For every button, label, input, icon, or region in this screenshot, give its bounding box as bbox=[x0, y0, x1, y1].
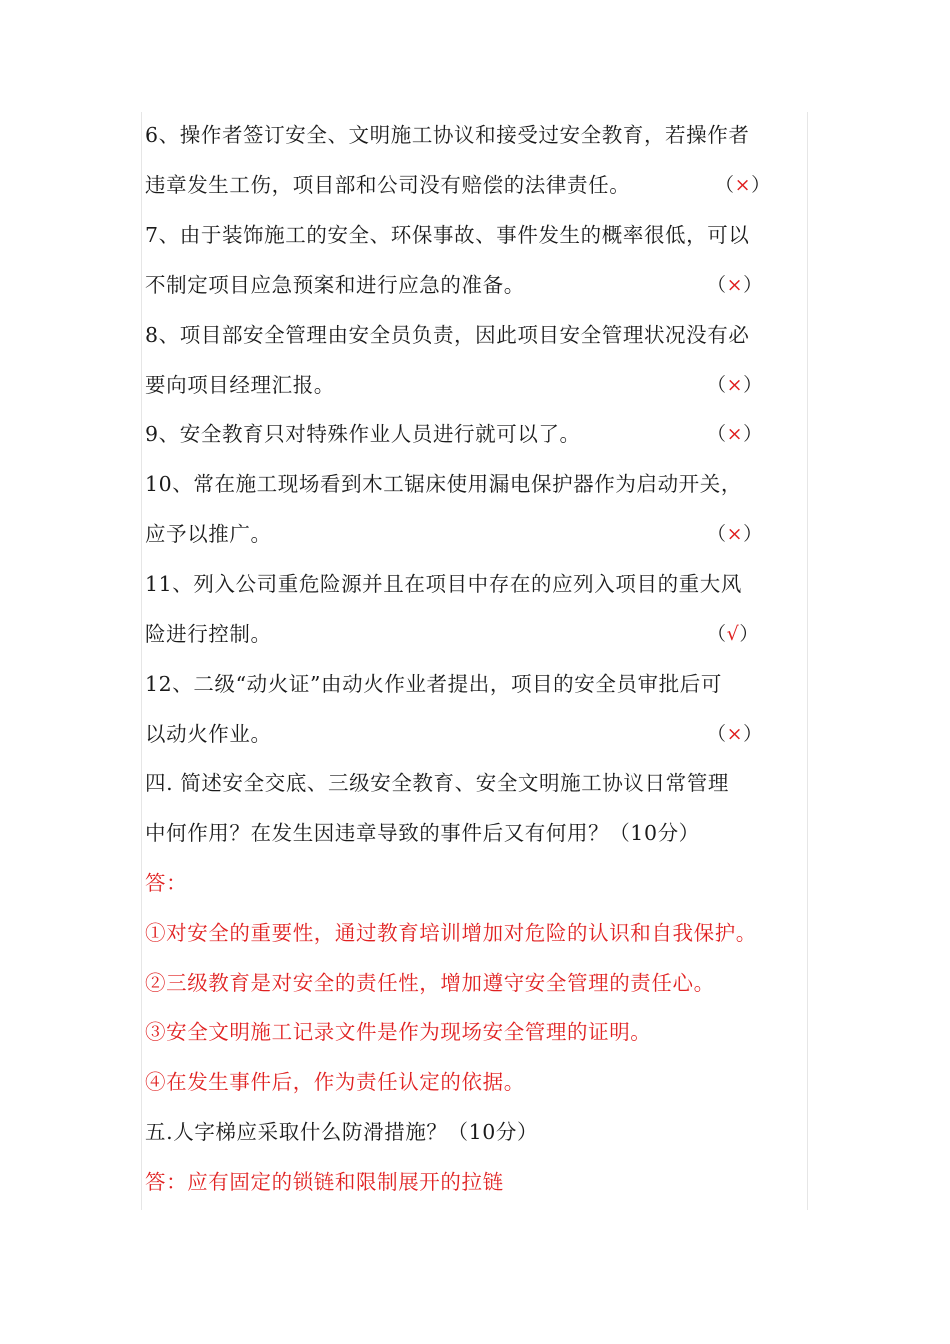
question-7-line-1: 7、由于装饰施工的安全、环保事故、事件发生的概率很低，可以 bbox=[145, 223, 750, 247]
question-6-line-2: 违章发生工伤，项目部和公司没有赔偿的法律责任。 （×） bbox=[145, 165, 807, 205]
question-11-line-2: 险进行控制。 （√） bbox=[145, 614, 807, 654]
question-11-line-1: 11、列入公司重危险源并且在项目中存在的应列入项目的重大风 bbox=[145, 572, 742, 596]
question-12-line-2: 以动火作业。 （×） bbox=[145, 714, 807, 754]
answer-mark: （×） bbox=[707, 274, 763, 296]
question-8-line-2: 要向项目经理汇报。 （×） bbox=[145, 365, 807, 405]
answer-mark: （×） bbox=[707, 723, 763, 745]
question-6-line-1: 6、操作者签订安全、文明施工协议和接受过安全教育，若操作者 bbox=[145, 123, 750, 147]
answer-mark: （×） bbox=[715, 174, 771, 196]
question-8-line-1: 8、项目部安全管理由安全员负责，因此项目安全管理状况没有必 bbox=[145, 323, 750, 347]
question-10-line-2: 应予以推广。 （×） bbox=[145, 514, 807, 554]
answer-mark: （×） bbox=[707, 523, 763, 545]
section-4-answer-2: ②三级教育是对安全的责任性，增加遵守安全管理的责任心。 bbox=[145, 971, 715, 995]
section-4-question-line-2: 中何作用？在发生因违章导致的事件后又有何用？（10分） bbox=[145, 821, 700, 845]
answer-mark: （√） bbox=[707, 623, 759, 645]
question-12-line-1: 12、二级“动火证”由动火作业者提出，项目的安全员审批后可 bbox=[145, 672, 722, 696]
section-5-question: 五.人字梯应采取什么防滑措施？（10分） bbox=[145, 1120, 539, 1144]
section-4-answer-4: ④在发生事件后，作为责任认定的依据。 bbox=[145, 1070, 525, 1094]
question-10-line-1: 10、常在施工现场看到木工锯床使用漏电保护器作为启动开关， bbox=[145, 472, 742, 496]
section-5-answer: 答：应有固定的锁链和限制展开的拉链 bbox=[145, 1170, 504, 1194]
section-4-answer-1: ①对安全的重要性，通过教育培训增加对危险的认识和自我保护。 bbox=[145, 921, 757, 945]
question-7-line-2: 不制定项目应急预案和进行应急的准备。 （×） bbox=[145, 265, 807, 305]
section-4-answer-label: 答： bbox=[145, 871, 188, 895]
answer-mark: （×） bbox=[707, 374, 763, 396]
section-4-answer-3: ③安全文明施工记录文件是作为现场安全管理的证明。 bbox=[145, 1020, 652, 1044]
answer-mark: （×） bbox=[707, 423, 763, 445]
section-4-question-line-1: 四. 简述安全交底、三级安全教育、安全文明施工协议日常管理 bbox=[145, 771, 729, 795]
question-9-line-1: 9、安全教育只对特殊作业人员进行就可以了。 （×） bbox=[145, 414, 807, 454]
